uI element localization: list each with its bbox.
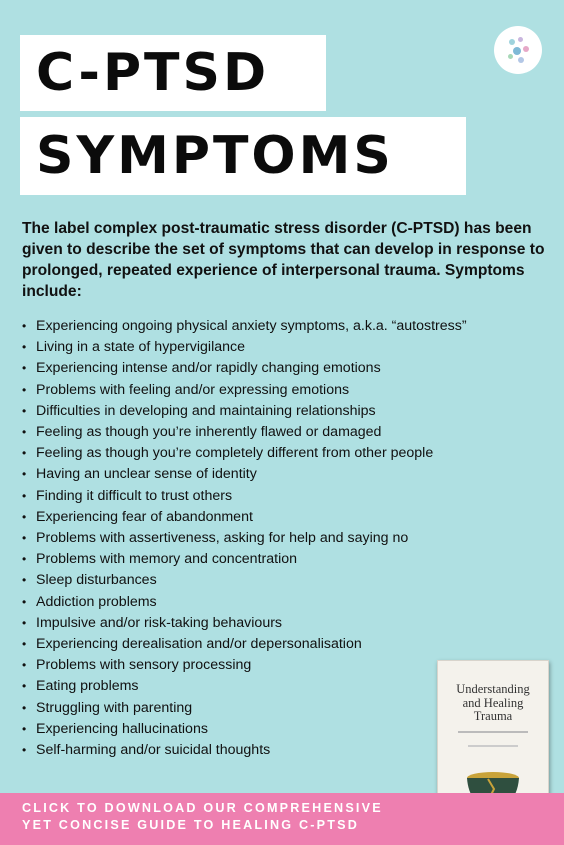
download-banner[interactable]	[0, 793, 564, 845]
symptom-text: Experiencing intense and/or rapidly changing emotions	[36, 360, 381, 377]
bullet-icon: •	[22, 658, 27, 673]
dots-logo-icon[interactable]	[494, 26, 542, 74]
symptom-text: Finding it difficult to trust others	[36, 487, 233, 504]
bullet-icon: •	[22, 509, 27, 524]
symptom-item	[22, 337, 522, 358]
symptom-item	[22, 549, 522, 570]
page-title-line-2: SYMPTOMS	[36, 126, 394, 186]
bullet-icon: •	[22, 721, 27, 736]
bullet-icon: •	[22, 340, 27, 355]
bullet-icon: •	[22, 382, 27, 397]
page-title-line-1: C-PTSD	[36, 43, 270, 103]
bullet-icon: •	[22, 637, 27, 652]
symptom-text: Sleep disturbances	[36, 572, 157, 589]
bullet-icon: •	[22, 403, 27, 418]
bullet-icon: •	[22, 679, 27, 694]
bullet-icon: •	[22, 425, 27, 440]
title-line-2-box	[20, 117, 466, 195]
symptom-item	[22, 401, 522, 422]
symptom-text: Eating problems	[36, 678, 139, 695]
symptom-text: Problems with memory and concentration	[36, 551, 298, 568]
bullet-icon: •	[22, 552, 27, 567]
title-line-1-box	[20, 35, 326, 111]
symptom-text: Experiencing fear of abandonment	[36, 508, 253, 525]
symptom-item	[22, 507, 522, 528]
symptom-item	[22, 592, 522, 613]
banner-line-1: CLICK TO DOWNLOAD OUR COMPREHENSIVE	[22, 801, 383, 815]
symptom-text: Problems with assertiveness, asking for help and saying no	[36, 530, 409, 547]
symptom-item	[22, 528, 522, 549]
symptom-text: Feeling as though you’re inherently flawed or damaged	[36, 424, 382, 441]
bullet-icon: •	[22, 488, 27, 503]
symptom-item	[22, 613, 522, 634]
bullet-icon: •	[22, 743, 27, 758]
bullet-icon: •	[22, 446, 27, 461]
intro-paragraph: The label complex post-traumatic stress disorder (C-PTSD) has been given to describe the set of symptoms that can develop in response to prolonged, repeated experience of interpersonal trauma. Symptoms include:	[22, 220, 545, 300]
symptom-item	[22, 316, 522, 337]
symptom-text: Living in a state of hypervigilance	[36, 339, 245, 356]
symptom-text: Self-harming and/or suicidal thoughts	[36, 742, 271, 759]
symptom-text: Experiencing ongoing physical anxiety symptoms, a.k.a. “autostress”	[36, 318, 467, 334]
symptom-item	[22, 464, 522, 485]
bullet-icon: •	[22, 467, 27, 482]
symptom-item	[22, 422, 522, 443]
bullet-icon: •	[22, 594, 27, 609]
banner-line-2: YET CONCISE GUIDE TO HEALING C-PTSD	[22, 818, 360, 832]
bullet-icon: •	[22, 319, 27, 333]
symptom-text: Addiction problems	[36, 593, 157, 610]
symptom-text: Experiencing hallucinations	[36, 720, 208, 737]
symptom-text: Problems with sensory processing	[36, 657, 252, 674]
symptom-text: Difficulties in developing and maintaining relationships	[36, 402, 376, 419]
bullet-icon: •	[22, 700, 27, 715]
symptom-item	[22, 634, 522, 655]
bullet-icon: •	[22, 615, 27, 630]
bullet-icon: •	[22, 361, 27, 376]
symptom-text: Experiencing derealisation and/or depersonalisation	[36, 636, 362, 653]
book-title-line-2: and Healing	[462, 695, 524, 710]
symptom-text: Feeling as though you’re completely different from other people	[36, 445, 434, 462]
book-title-line-3: Trauma	[473, 709, 513, 723]
symptom-text: Struggling with parenting	[36, 699, 193, 716]
symptom-item	[22, 486, 522, 507]
bullet-icon: •	[22, 573, 27, 588]
symptom-text: Having an unclear sense of identity	[36, 466, 257, 483]
symptom-item	[22, 570, 522, 591]
book-title-line-1: Understanding	[456, 682, 530, 696]
symptom-text: Impulsive and/or risk-taking behaviours	[36, 614, 283, 631]
symptom-item	[22, 380, 522, 401]
symptom-text: Problems with feeling and/or expressing emotions	[36, 381, 350, 398]
bullet-icon: •	[22, 531, 27, 546]
symptom-item	[22, 358, 522, 379]
symptom-item	[22, 443, 522, 464]
